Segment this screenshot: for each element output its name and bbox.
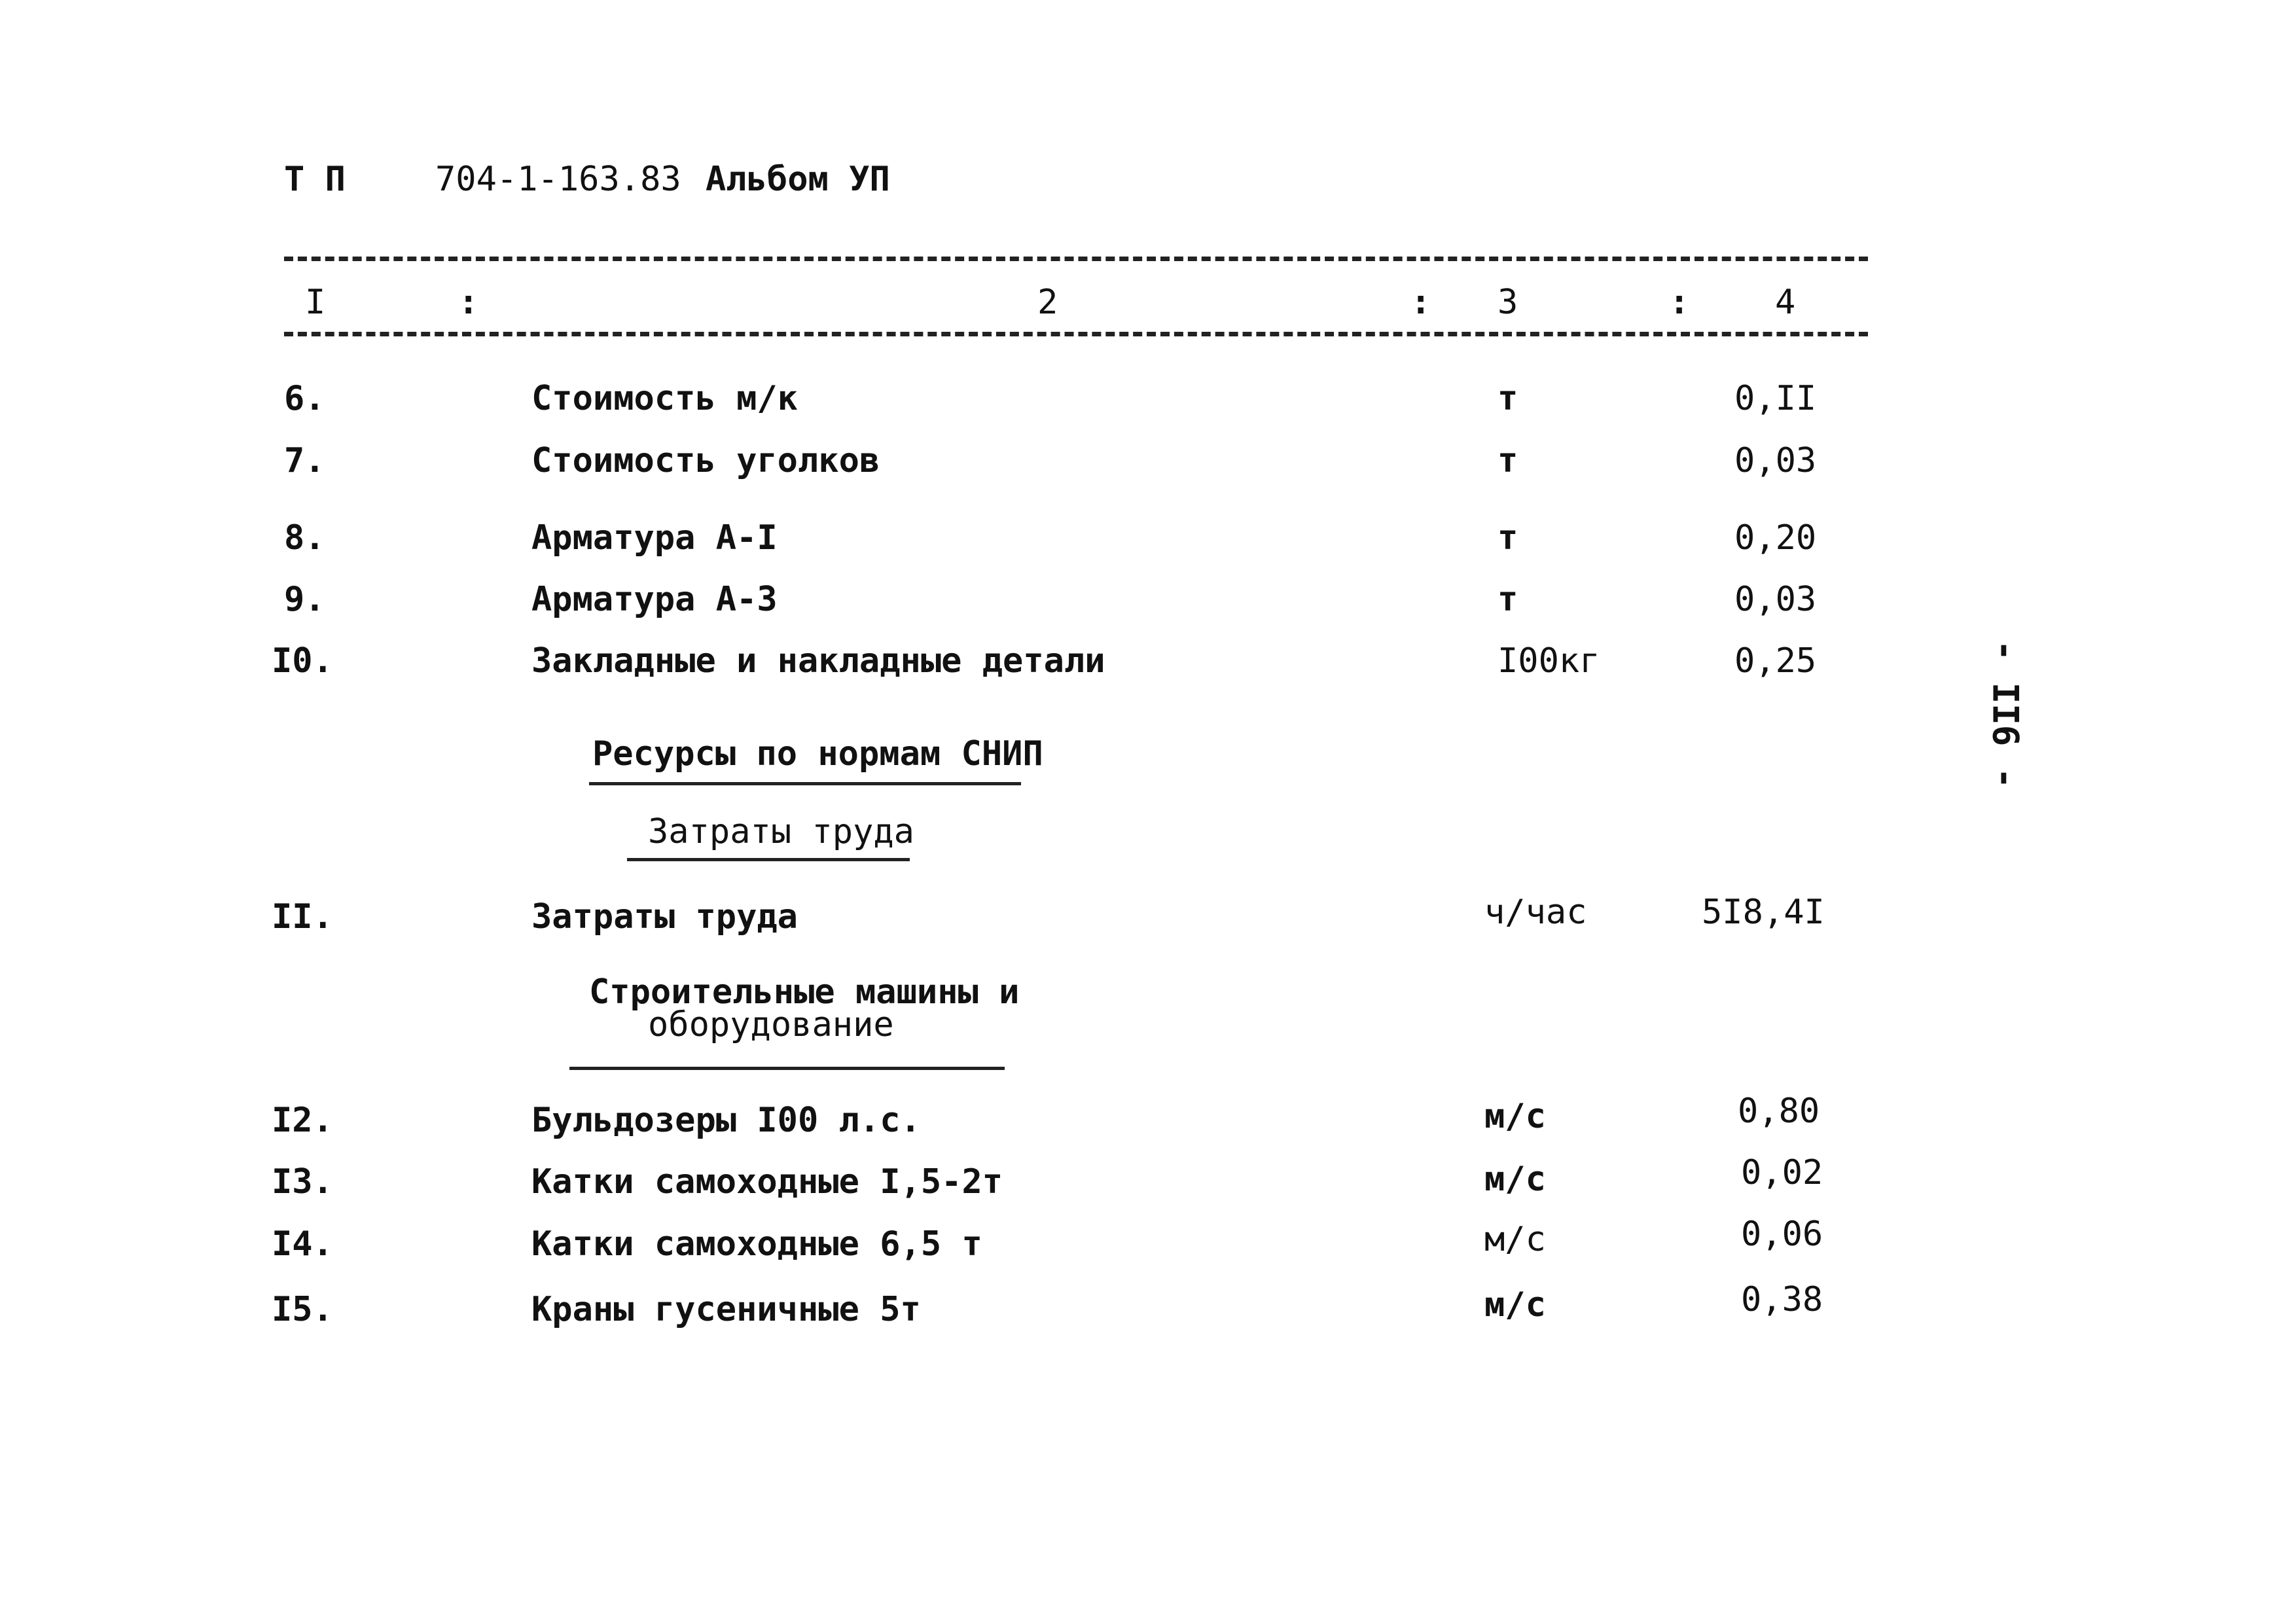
row-value: 0,06 — [1741, 1215, 1823, 1254]
row-value: 0,03 — [1734, 580, 1817, 619]
row-number: II. — [272, 897, 333, 936]
row-name: Стоимость м/к — [531, 379, 798, 418]
page-number: - II6 - — [1984, 639, 2026, 789]
row-number: 8. — [284, 518, 325, 558]
row-value: 0,38 — [1741, 1280, 1823, 1319]
row-number: 6. — [284, 379, 325, 418]
doc-code: 704-1-163.83 — [435, 160, 681, 199]
row-number: I0. — [272, 641, 333, 681]
row-unit: I00кг — [1498, 641, 1600, 681]
row-unit: т — [1498, 379, 1518, 418]
row-name: Бульдозеры I00 л.с. — [531, 1101, 921, 1140]
row-name: Арматура А-I — [531, 518, 778, 558]
row-value: 0,80 — [1738, 1092, 1820, 1131]
album-label: Альбом УП — [706, 160, 890, 199]
row-value: 0,20 — [1734, 518, 1817, 558]
row-name: Закладные и накладные детали — [531, 641, 1105, 681]
row-unit: т — [1498, 441, 1518, 480]
row-value: 0,02 — [1741, 1153, 1823, 1192]
section-heading-machines: Строительные машины и — [589, 972, 1020, 1012]
row-unit: м/с — [1484, 1097, 1546, 1136]
col-header-4: 4 — [1775, 283, 1796, 322]
row-name: Краны гусеничные 5т — [531, 1290, 921, 1329]
table-top-rule — [284, 257, 1868, 261]
row-value: 0,25 — [1734, 641, 1817, 681]
col-header-3: 3 — [1498, 283, 1518, 322]
row-unit: ч/час — [1484, 893, 1587, 932]
row-unit: м/с — [1484, 1220, 1546, 1259]
doc-series: Т П — [284, 160, 346, 199]
row-unit: м/с — [1484, 1285, 1546, 1325]
row-value: 5I8,4I — [1702, 893, 1825, 932]
row-number: I4. — [272, 1224, 333, 1264]
col-separator: : — [458, 283, 479, 322]
col-separator: : — [1410, 283, 1431, 322]
row-number: I5. — [272, 1290, 333, 1329]
row-name: Затраты труда — [531, 897, 798, 936]
row-number: I2. — [272, 1101, 333, 1140]
section-heading-labor: Затраты труда — [648, 812, 914, 851]
row-unit: т — [1498, 518, 1518, 558]
section-underline — [627, 858, 910, 861]
row-name: Катки самоходные 6,5 т — [531, 1224, 982, 1264]
col-header-1: I — [305, 283, 326, 322]
section-heading-machines-line2: оборудование — [648, 1005, 894, 1044]
col-header-2: 2 — [1037, 283, 1058, 322]
row-name: Арматура А-3 — [531, 580, 778, 619]
section-underline — [569, 1067, 1005, 1070]
col-separator: : — [1669, 283, 1690, 322]
row-name: Катки самоходные I,5-2т — [531, 1162, 1003, 1202]
row-value: 0,03 — [1734, 441, 1817, 480]
row-number: 9. — [284, 580, 325, 619]
row-unit: м/с — [1484, 1160, 1546, 1199]
row-number: I3. — [272, 1162, 333, 1202]
row-name: Стоимость уголков — [531, 441, 880, 480]
row-value: 0,II — [1734, 379, 1817, 418]
section-underline — [589, 782, 1021, 785]
row-unit: т — [1498, 580, 1518, 619]
table-header-rule — [284, 332, 1868, 336]
row-number: 7. — [284, 441, 325, 480]
section-heading-resources: Ресурсы по нормам СНИП — [592, 734, 1043, 774]
